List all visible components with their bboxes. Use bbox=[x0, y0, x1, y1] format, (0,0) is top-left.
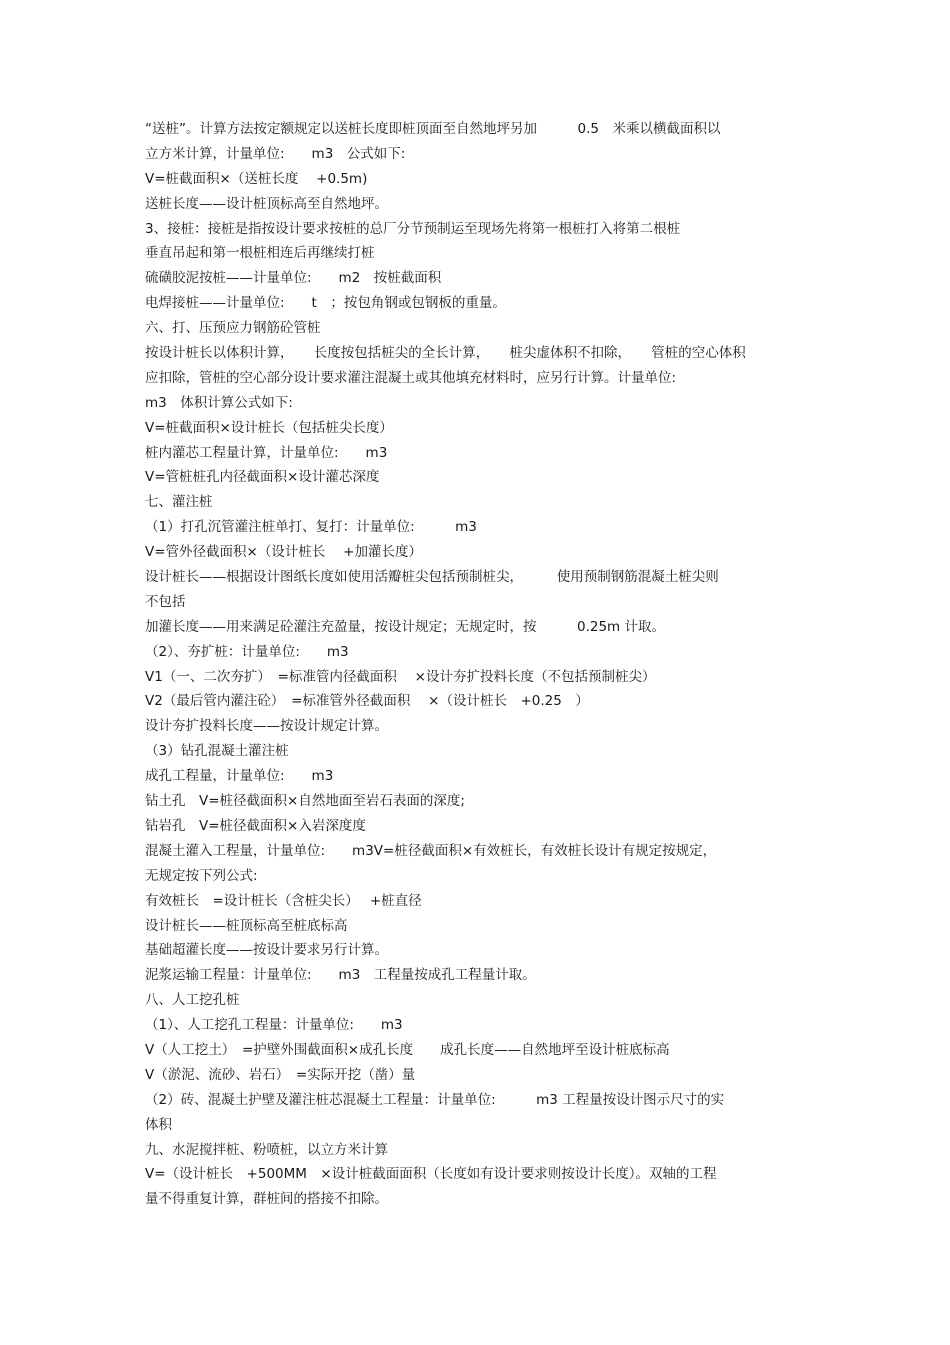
text-line: （1）、人工挖孔工程量：计量单位: m3 bbox=[145, 1017, 403, 1034]
formula-line: V1（一、二次夯扩） =标准管内径截面积 ×设计夯扩投料长度（不包括预制桩尖） bbox=[145, 668, 656, 685]
text-line: 按设计桩长以体积计算， 长度按包括桩尖的全长计算， 桩尖虚体积不扣除， 管桩的空心体积 bbox=[145, 345, 746, 362]
section-heading: 七、灌注桩 bbox=[145, 494, 213, 511]
text-line: 量不得重复计算，群桩间的搭接不扣除。 bbox=[145, 1191, 388, 1208]
text-line: （2）、夯扩桩：计量单位: m3 bbox=[145, 643, 349, 660]
text-line: 应扣除，管桩的空心部分设计要求灌注混凝土或其他填充材料时，应另行计算。计量单位: bbox=[145, 369, 677, 386]
text-line: （2）砖、混凝土护壁及灌注桩芯混凝土工程量：计量单位: m3 工程量按设计图示尺寸的实 bbox=[145, 1091, 725, 1108]
formula-line: 有效桩长 =设计桩长（含桩尖长） +桩直径 bbox=[145, 892, 422, 909]
document-body bbox=[145, 117, 805, 1212]
text-line: 硫磺胶泥按桩——计量单位: m2 按桩截面积 bbox=[145, 270, 442, 287]
text-line: 成孔工程量，计量单位: m3 bbox=[145, 768, 334, 785]
text-line: 设计桩长——桩顶标高至桩底标高 bbox=[145, 917, 348, 934]
text-line: 3、接桩：接桩是指按设计要求按桩的总厂分节预制运至现场先将第一根桩打入将第二根桩 bbox=[145, 220, 681, 237]
text-line: “送桩”。计算方法按定额规定以送桩长度即桩顶面至自然地坪另加 0.5 米乘以横截面积以 bbox=[145, 121, 721, 137]
section-heading: 六、打、压预应力钢筋砼管桩 bbox=[145, 320, 321, 337]
formula-line: V（淤泥、流砂、岩石） =实际开挖（凿）量 bbox=[145, 1066, 416, 1083]
text-line: 体积 bbox=[145, 1116, 172, 1133]
text-line: 混凝土灌入工程量，计量单位: m3V=桩径截面积×有效桩长，有效桩长设计有规定按规定， bbox=[145, 842, 717, 859]
text-line: 送桩长度——设计桩顶标高至自然地坪。 bbox=[145, 195, 388, 212]
formula-line: V2（最后管内灌注砼） =标准管外径截面积 ×（设计桩长 +0.25 ） bbox=[145, 693, 589, 710]
text-line: 桩内灌芯工程量计算，计量单位: m3 bbox=[145, 444, 388, 461]
formula-line: V=桩截面积×设计桩长（包括桩尖长度） bbox=[145, 419, 393, 436]
text-line: （3）钻孔混凝土灌注桩 bbox=[145, 743, 289, 760]
text-line: 立方米计算，计量单位: m3 公式如下: bbox=[145, 145, 406, 162]
text-line: V=桩截面积×（送桩长度 +0.5m) bbox=[145, 170, 368, 187]
formula-line: 钻土孔 V=桩径截面积×自然地面至岩石表面的深度; bbox=[145, 793, 465, 810]
text-line: m3 体积计算公式如下: bbox=[145, 394, 293, 411]
text-line: 设计夯扩投料长度——按设计规定计算。 bbox=[145, 718, 388, 735]
text-line: 垂直吊起和第一根桩相连后再继续打桩 bbox=[145, 245, 375, 262]
text-line: 不包括 bbox=[145, 593, 186, 610]
text-line: 泥浆运输工程量：计量单位: m3 工程量按成孔工程量计取。 bbox=[145, 967, 536, 984]
formula-line: V=管外径截面积×（设计桩长 +加灌长度） bbox=[145, 544, 422, 561]
text-line: 无规定按下列公式: bbox=[145, 867, 258, 884]
text-line: 加灌长度——用来满足砼灌注充盈量，按设计规定；无规定时，按 0.25m 计取。 bbox=[145, 618, 665, 635]
section-heading: 九、水泥搅拌桩、粉喷桩，以立方米计算 bbox=[145, 1141, 388, 1158]
formula-line: 钻岩孔 V=桩径截面积×入岩深度度 bbox=[145, 817, 366, 834]
section-heading: 八、人工挖孔桩 bbox=[145, 992, 240, 1009]
formula-line: V（人工挖土） =护壁外围截面积×成孔长度 成孔长度——自然地坪至设计桩底标高 bbox=[145, 1041, 670, 1058]
formula-line: V=（设计桩长 +500MM ×设计桩截面面积（长度如有设计要求则按设计长度）。双轴的工程 bbox=[145, 1166, 717, 1183]
text-line: 设计桩长——根据设计图纸长度如使用活瓣桩尖包括预制桩尖， 使用预制钢筋混凝土桩尖则 bbox=[145, 569, 719, 586]
text-line: 电焊接桩——计量单位: t ；按包角钢或包钢板的重量。 bbox=[145, 295, 506, 312]
formula-line: V=管桩桩孔内径截面积×设计灌芯深度 bbox=[145, 469, 380, 486]
text-line: （1）打孔沉管灌注桩单打、复打：计量单位: m3 bbox=[145, 519, 477, 536]
text-line: 基础超灌长度——按设计要求另行计算。 bbox=[145, 942, 388, 959]
